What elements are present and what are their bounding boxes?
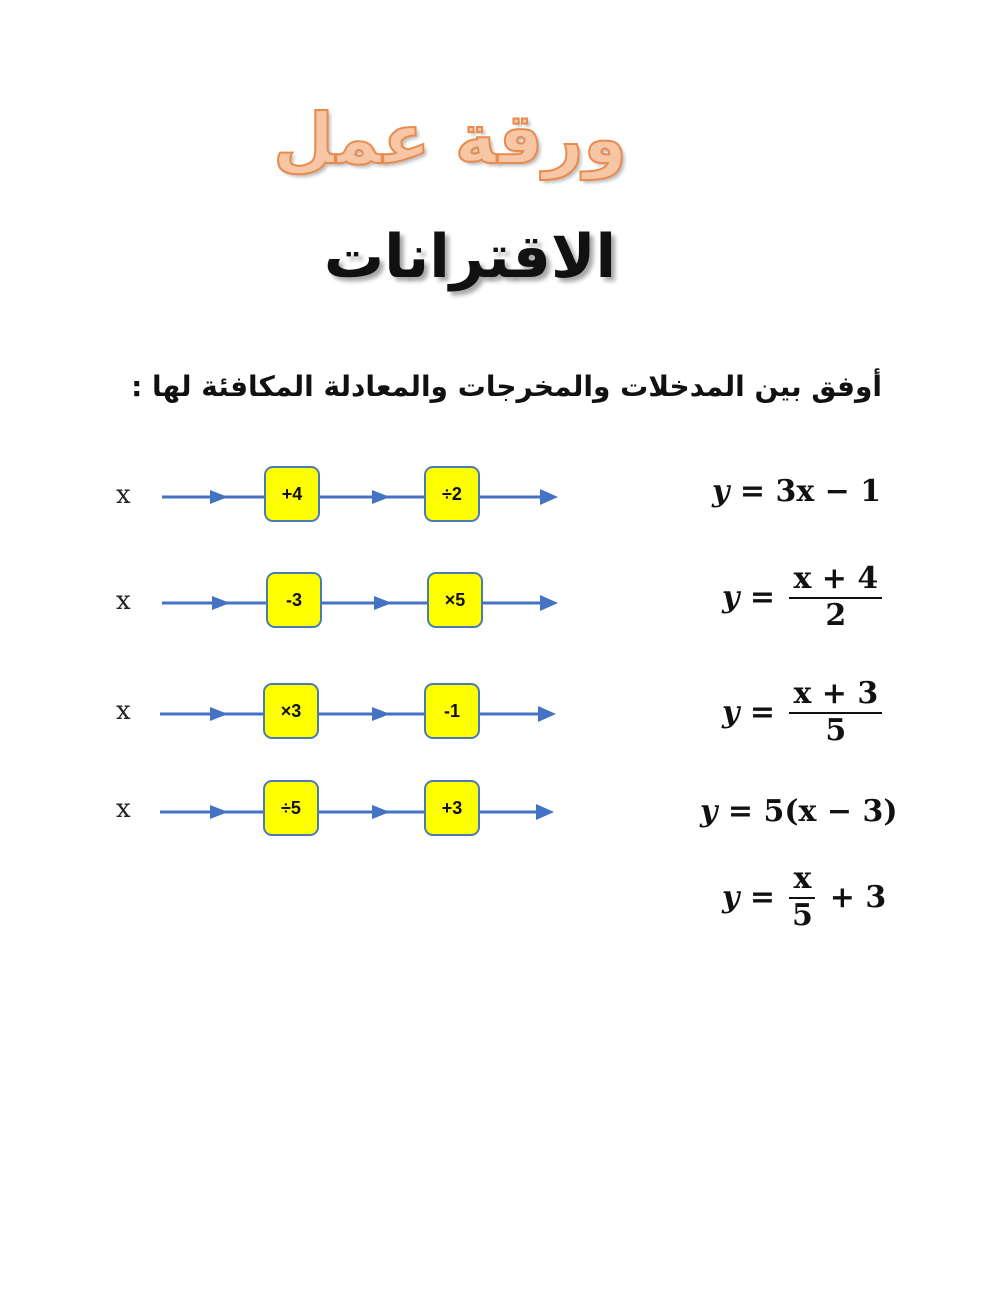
eq-numerator: x bbox=[789, 862, 815, 899]
eq-fraction bbox=[789, 862, 815, 933]
input-x-label: x bbox=[116, 586, 131, 616]
equation-4[interactable] bbox=[700, 794, 898, 829]
eq-sign: = bbox=[717, 794, 764, 829]
eq-rhs: 5(x − 3) bbox=[763, 794, 898, 829]
eq-rhs: 3x − 1 bbox=[775, 474, 882, 509]
eq-lhs: y bbox=[700, 794, 718, 829]
eq-denominator: 5 bbox=[825, 712, 847, 748]
eq-sign: = bbox=[729, 474, 776, 509]
function-machine-row-4 bbox=[0, 784, 620, 864]
eq-numerator: x + 4 bbox=[789, 562, 882, 599]
eq-sign: = bbox=[739, 695, 786, 730]
operation-box-1[interactable]: ×3 bbox=[263, 683, 319, 739]
instruction-text: أوفق بين المدخلات والمخرجات والمعادلة المكافئة لها : bbox=[131, 370, 882, 403]
eq-lhs: y bbox=[712, 474, 730, 509]
eq-sign: = bbox=[739, 880, 786, 915]
operation-box-2[interactable]: ÷2 bbox=[424, 466, 480, 522]
input-x-label: x bbox=[116, 696, 131, 726]
eq-lhs: y bbox=[722, 695, 740, 730]
function-machine-row-3 bbox=[0, 686, 620, 766]
eq-denominator: 2 bbox=[825, 597, 847, 633]
input-x-label: x bbox=[116, 480, 131, 510]
eq-numerator: x + 3 bbox=[789, 677, 882, 714]
function-machine-row-2 bbox=[0, 576, 620, 656]
operation-box-1[interactable]: ÷5 bbox=[263, 780, 319, 836]
eq-lhs: y bbox=[722, 580, 740, 615]
input-x-label: x bbox=[116, 794, 131, 824]
worksheet-title: ورقة عمل bbox=[273, 98, 627, 180]
eq-sign: = bbox=[739, 580, 786, 615]
operation-box-1[interactable]: -3 bbox=[266, 572, 322, 628]
equation-1[interactable] bbox=[712, 474, 881, 509]
equation-3[interactable] bbox=[722, 677, 886, 748]
eq-fraction bbox=[789, 677, 882, 748]
eq-denominator: 5 bbox=[791, 897, 813, 933]
operation-box-2[interactable]: +3 bbox=[424, 780, 480, 836]
eq-lhs: y bbox=[722, 880, 740, 915]
operation-box-2[interactable]: ×5 bbox=[427, 572, 483, 628]
eq-fraction bbox=[789, 562, 882, 633]
topic-title: الاقترانات bbox=[323, 222, 617, 292]
operation-box-1[interactable]: +4 bbox=[264, 466, 320, 522]
equation-5[interactable] bbox=[722, 862, 886, 933]
eq-tail: + 3 bbox=[819, 880, 887, 915]
function-machine-row-1 bbox=[0, 470, 620, 550]
equation-2[interactable] bbox=[722, 562, 886, 633]
operation-box-2[interactable]: -1 bbox=[424, 683, 480, 739]
